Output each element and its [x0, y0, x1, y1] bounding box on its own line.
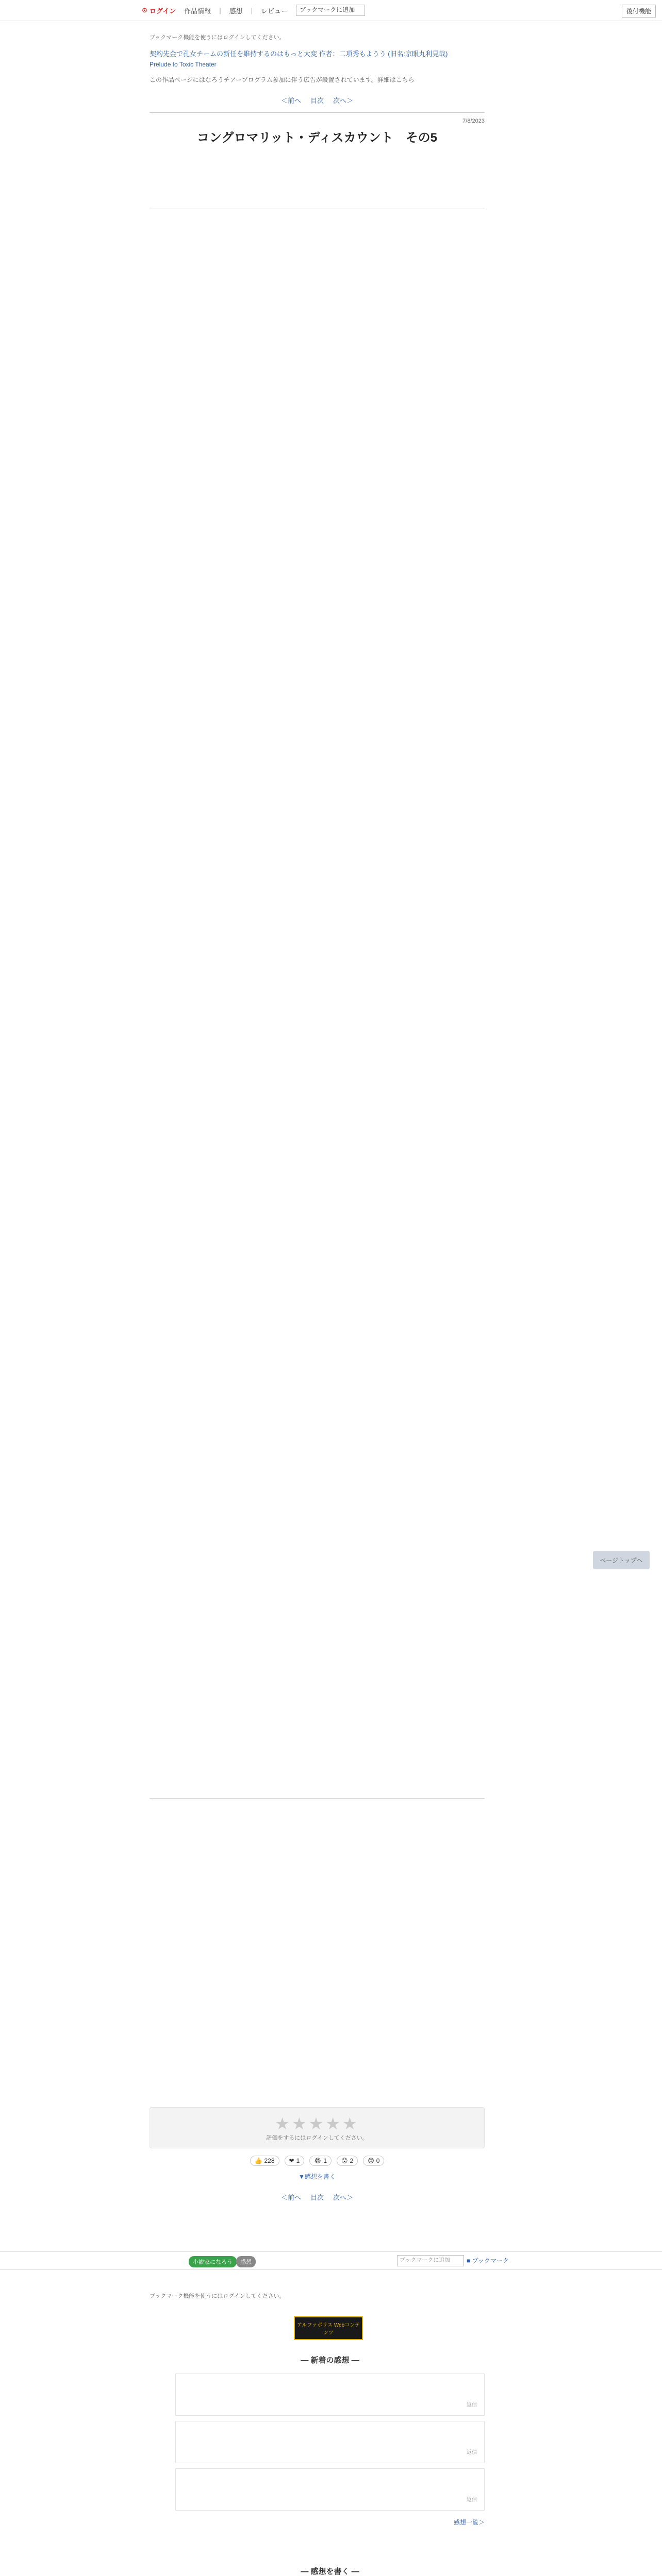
body-paragraph — [150, 615, 485, 637]
review-reply-link[interactable]: 返信 — [467, 2450, 477, 2455]
reaction-button[interactable] — [309, 2156, 332, 2166]
afterword-paragraph — [150, 1877, 485, 1892]
body-paragraph — [150, 1004, 485, 1025]
alphapolis-banner[interactable]: アルファポリス Webコンテンツ — [294, 2316, 363, 2340]
more-reviews-link[interactable]: 感想一覧＞ — [453, 2519, 485, 2526]
login-icon: ⊙ — [142, 6, 147, 14]
body-paragraph — [150, 466, 485, 487]
body-paragraph — [150, 914, 485, 936]
top-navigation-bar — [0, 0, 662, 21]
reaction-icon: ❤ — [289, 2157, 294, 2164]
nav-item-review[interactable]: レビュー — [261, 7, 288, 15]
body-paragraph — [150, 346, 485, 368]
body-paragraph — [150, 1183, 485, 1205]
review-item — [175, 2374, 485, 2416]
page-main — [150, 33, 485, 157]
review-text — [183, 2379, 477, 2398]
reaction-button[interactable] — [285, 2156, 305, 2166]
body-paragraph — [150, 1033, 485, 1055]
rating-stars[interactable]: ★★★★★ — [275, 2114, 359, 2133]
reaction-icon: 👍 — [254, 2157, 262, 2164]
reaction-icon: 😢 — [368, 2157, 374, 2164]
body-paragraph — [150, 735, 485, 756]
body-paragraph — [150, 1093, 485, 1115]
afterword-area — [150, 1798, 485, 1968]
reaction-icon: 😮 — [341, 2157, 348, 2164]
affiliate-notice: この作品ページにはなろうチアープログラム参加に伴う広告が設置されています。詳細はこちら — [150, 76, 415, 83]
body-paragraph — [150, 526, 485, 547]
write-impression-link[interactable]: ▼感想を書く — [299, 2173, 336, 2180]
next-link[interactable]: 次へ＞ — [333, 97, 354, 105]
body-paragraph — [150, 1213, 485, 1234]
afterword-paragraph — [150, 1854, 485, 1870]
body-paragraph — [150, 884, 485, 906]
bottom-search-input[interactable]: ブックマークに追加 — [397, 2255, 464, 2266]
prev-link[interactable]: ＜前へ — [280, 2194, 301, 2201]
next-link[interactable]: 次へ＞ — [333, 2194, 354, 2201]
afterword-paragraph — [150, 1945, 485, 1960]
afterword-paragraph — [150, 1900, 485, 1915]
body-paragraph — [150, 406, 485, 428]
body-paragraph — [150, 944, 485, 965]
afterword-paragraph — [150, 1922, 485, 1938]
review-reply-link[interactable]: 返信 — [467, 2402, 477, 2408]
review-meta — [183, 2496, 477, 2505]
reviews-section — [175, 2354, 485, 2527]
body-paragraph — [150, 436, 485, 457]
reaction-icon: 😂 — [314, 2157, 322, 2164]
preface-area — [150, 173, 485, 209]
rating-box — [150, 2107, 485, 2148]
reaction-bar — [150, 2156, 485, 2166]
index-link[interactable]: 目次 — [310, 2194, 324, 2201]
page-top-button[interactable]: ページトップへ — [593, 1551, 650, 1569]
reaction-count: 228 — [264, 2157, 275, 2164]
afterword-text — [150, 1809, 485, 1960]
afterword-paragraph — [150, 1832, 485, 1847]
login-label: ログイン — [149, 7, 176, 15]
body-paragraph — [150, 794, 485, 816]
bookmark-login-notice: ブックマーク機能を使うにはログインしてください。 — [150, 2293, 285, 2299]
series-subtitle: Prelude to Toxic Theater — [150, 61, 217, 68]
episode-body — [150, 227, 485, 1243]
login-link[interactable] — [142, 6, 176, 15]
body-paragraph — [150, 555, 485, 577]
review-reply-link[interactable]: 返信 — [467, 2497, 477, 2503]
review-text — [183, 2474, 477, 2493]
review-item — [175, 2421, 485, 2463]
series-title-link[interactable]: 契約先金で孔女チームの新任を維持するのはもっと大変 作者：二項秀もようう (旧名:京眼丸利見哉) — [150, 50, 448, 58]
body-paragraph — [150, 824, 485, 846]
top-search-input[interactable]: ブックマークに追加 — [296, 5, 365, 16]
body-paragraph — [150, 376, 485, 398]
body-paragraph — [150, 645, 485, 667]
rating-login-note: 評価をするにはログインしてください。 — [266, 2135, 368, 2141]
body-text — [150, 227, 485, 1234]
form-heading: ― 感想を書く ― — [301, 2567, 359, 2576]
review-meta — [183, 2401, 477, 2410]
bookmark-login-notice: ブックマーク機能を使うにはログインしてください。 — [150, 35, 285, 41]
body-paragraph — [150, 1063, 485, 1085]
bookmark-label: ブックマーク — [472, 2257, 509, 2264]
review-text — [183, 2427, 477, 2445]
episode-title: コングロマリット・ディスカウント その5 — [197, 131, 437, 145]
prev-link[interactable]: ＜前へ — [280, 97, 301, 105]
body-paragraph — [150, 316, 485, 338]
body-paragraph — [150, 286, 485, 308]
body-paragraph — [150, 675, 485, 697]
body-paragraph — [150, 1123, 485, 1145]
bookmark-icon: ■ — [467, 2257, 471, 2264]
body-paragraph — [150, 1153, 485, 1175]
reaction-count: 1 — [323, 2157, 327, 2164]
body-paragraph — [150, 854, 485, 876]
nav-item-impressions[interactable]: 感想 — [229, 7, 243, 15]
pager-top — [150, 95, 485, 105]
reaction-count: 2 — [350, 2157, 354, 2164]
bottom-toolbar — [0, 2251, 662, 2270]
review-item — [175, 2468, 485, 2511]
reaction-count: 1 — [296, 2157, 300, 2164]
bottom-notice — [150, 2292, 485, 2300]
reaction-button[interactable] — [363, 2156, 384, 2166]
review-list — [175, 2374, 485, 2511]
body-paragraph — [150, 585, 485, 607]
review-meta — [183, 2448, 477, 2458]
index-link[interactable]: 目次 — [310, 97, 324, 105]
nav-separator: | — [251, 6, 253, 14]
body-paragraph — [150, 257, 485, 278]
impression-tag[interactable]: 感想 — [236, 2256, 256, 2267]
nav-separator: | — [219, 6, 221, 14]
pager-bottom — [150, 2192, 485, 2202]
body-paragraph — [150, 974, 485, 995]
body-paragraph — [150, 227, 485, 248]
body-paragraph — [150, 765, 485, 786]
reaction-button[interactable] — [250, 2156, 279, 2166]
body-paragraph — [150, 496, 485, 517]
site-tag[interactable]: 小説家になろう — [189, 2256, 237, 2267]
reviews-heading: ― 新着の感想 ― — [301, 2356, 359, 2365]
afterword-paragraph — [150, 1809, 485, 1824]
impression-form — [175, 2566, 485, 2576]
bookmark-button[interactable]: 後付機能 — [622, 5, 656, 18]
nav-item-work-info[interactable]: 作品情報 — [184, 7, 211, 15]
divider — [150, 1798, 485, 1799]
bottom-bookmark-button[interactable] — [467, 2256, 509, 2265]
reaction-button[interactable] — [337, 2156, 358, 2166]
rating-area — [150, 2107, 485, 2202]
episode-number: 7/8/2023 — [462, 118, 485, 124]
reaction-count: 0 — [376, 2157, 380, 2164]
body-paragraph — [150, 705, 485, 726]
